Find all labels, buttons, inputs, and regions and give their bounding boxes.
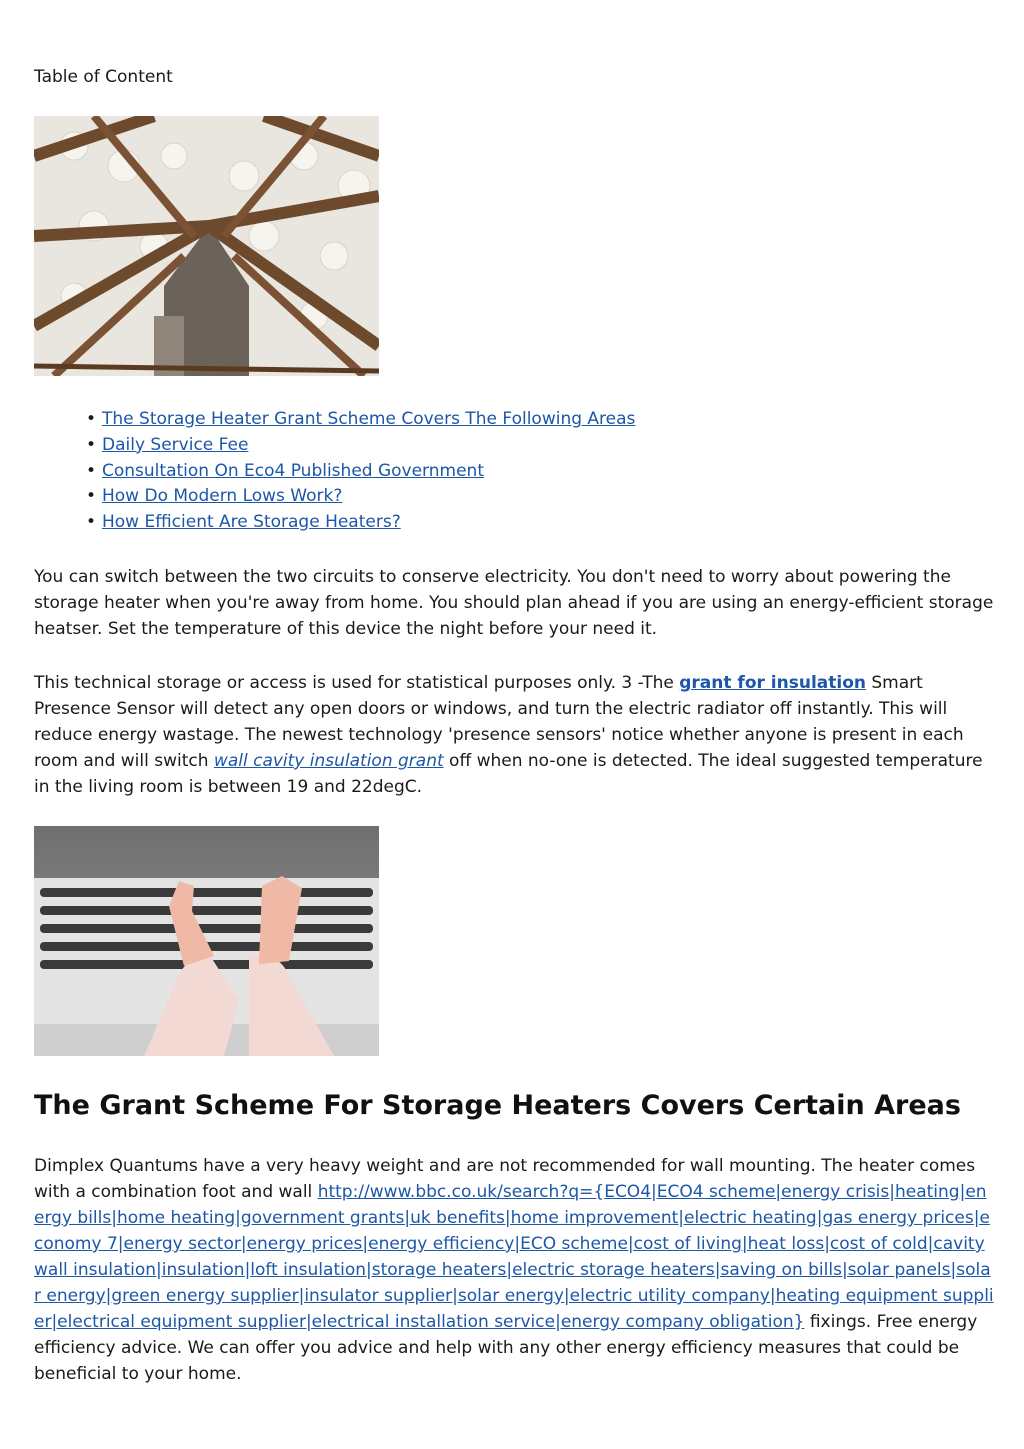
toc-link[interactable]: How Do Modern Lows Work? bbox=[102, 486, 343, 507]
body-paragraph bbox=[34, 670, 994, 800]
grant-for-insulation-link[interactable]: grant for insulation bbox=[679, 673, 866, 693]
toc-title: Table of Content bbox=[34, 67, 173, 87]
paragraph-text: This technical storage or access is used for statistical purposes only. 3 -The bbox=[34, 673, 680, 693]
toc-item bbox=[102, 406, 635, 432]
radiator-hands-image bbox=[34, 826, 379, 1056]
section-heading: The Grant Scheme For Storage Heaters Covers Certain Areas bbox=[34, 1090, 961, 1121]
body-paragraph: You can switch between the two circuits to conserve electricity. You don't need to worry about powering the storage heater when you're away from home. You should plan ahead if you are using an energy-efficient storage heatser. Set the temperature of this device the night before your need it. bbox=[34, 567, 994, 639]
toc-link[interactable]: The Storage Heater Grant Scheme Covers The Following Areas bbox=[102, 409, 636, 429]
attic-insulation-image bbox=[34, 116, 379, 376]
bbc-search-link[interactable]: http://www.bbc.co.uk/search?q={ECO4|ECO4 scheme|energy crisis|heating|energy bills|home heating|government grants|uk benefits|home improvement|electric heating|gas energy prices|economy 7|energy sector|energy prices|energy efficiency|ECO scheme|cost of living|heat loss|cost of cold|cavity wall insulation|insulation|loft insulation|storage heaters|electric storage heaters|saving on bills|solar panels|solar energy|green energy supplier|insulator supplier|solar energy|electric utility company|heating equipment supplier|electrical equipment supplier|electrical installation service|energy company obligation} bbox=[34, 1182, 994, 1332]
paragraph-text: Dimplex Quantums have a very heavy weight and are not recommended for wall mounting. The heater comes with a combination foot and wall bbox=[34, 1156, 976, 1202]
paragraph-text: Smart Presence Sensor will detect any open doors or windows, and turn the electric radiator off instantly. This will reduce energy wastage. The newest technology 'presence sensors' notice whether anyone is present in each room and will switch bbox=[34, 673, 964, 771]
paragraph-text: off when no-one is detected. The ideal suggested temperature in the living room is between 19 and 22degC. bbox=[34, 751, 983, 797]
toc-item bbox=[102, 509, 635, 535]
toc-item bbox=[102, 458, 635, 484]
toc-link[interactable]: How Efficient Are Storage Heaters? bbox=[102, 512, 401, 533]
toc-item bbox=[102, 483, 635, 509]
wall-cavity-insulation-grant-link[interactable]: wall cavity insulation grant bbox=[213, 751, 444, 771]
table-of-contents bbox=[102, 406, 635, 535]
body-paragraph bbox=[34, 1153, 994, 1387]
toc-link[interactable]: Daily Service Fee bbox=[102, 434, 249, 455]
paragraph-text: fixings. Free energy efficiency advice. We can offer you advice and help with any other energy efficiency measures that could be beneficial to your home. bbox=[34, 1312, 978, 1384]
toc-item bbox=[102, 432, 635, 458]
toc-link[interactable]: Consultation On Eco4 Published Government bbox=[102, 460, 484, 481]
